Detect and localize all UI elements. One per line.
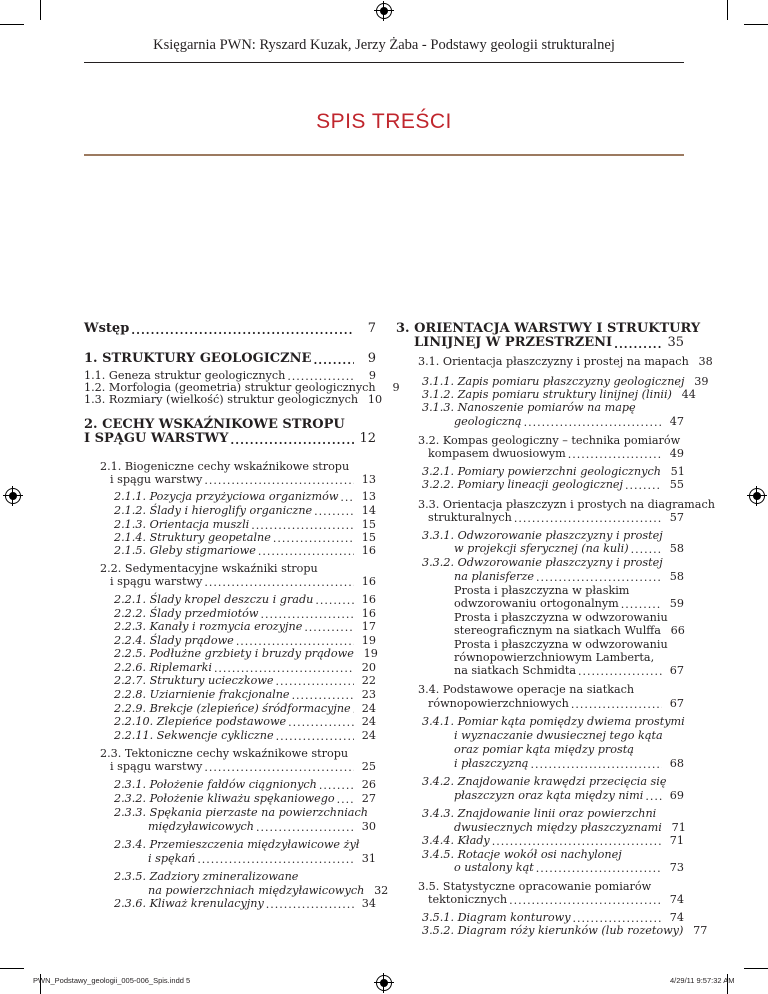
toc-entry-page: 67 (669, 697, 684, 710)
toc-entry-title: 3.5.1. Diagram konturowy (422, 911, 571, 924)
toc-entry-title: i płaszczyzną (454, 757, 529, 770)
toc-entry-title: LINIJNEJ W PRZESTRZENI (414, 335, 613, 350)
title-rule (84, 154, 684, 156)
toc-entry-title: stereograficznym na siatkach Wulffa (454, 624, 661, 637)
left-toc-entry (148, 820, 376, 833)
dot-leader (258, 546, 354, 557)
toc-entry-title: 2.2.8. Uziarnienie frakcjonalne (114, 688, 290, 701)
right-toc-entry (422, 834, 684, 847)
toc-entry-title: 2.3.6. Kliważ krenulacyjny (114, 897, 264, 910)
dot-leader (614, 339, 662, 350)
toc-entry-title: 2. CECHY WSKAŹNIKOWE STROPU (84, 417, 345, 432)
dot-leader (288, 717, 354, 728)
dot-leader (514, 513, 662, 524)
toc-entry-page: 34 (361, 897, 376, 910)
left-toc-entry (100, 562, 376, 575)
right-toc-entry (422, 715, 684, 728)
toc-entry-page: 69 (669, 789, 684, 802)
left-toc-entry (114, 647, 376, 660)
toc-entry-title: 3.4.3. Znajdowanie linii oraz powierzchni (422, 807, 657, 820)
right-toc-entry (418, 355, 713, 368)
toc-entry-title: 2.3.3. Spękania pierzaste na powierzchniach (114, 806, 368, 819)
toc-entry-page: 27 (361, 792, 376, 805)
toc-entry-page: 13 (361, 473, 376, 486)
dot-leader (645, 791, 662, 802)
right-toc-entry (454, 789, 684, 802)
left-toc-entry (84, 351, 376, 366)
toc-entry-title: 2.2.10. Zlepieńce podstawowe (114, 715, 287, 728)
toc-entry-page: 15 (361, 531, 376, 544)
toc-entry-title: płaszczyzn oraz kąta między nimi (454, 789, 644, 802)
dot-leader (214, 663, 354, 674)
toc-entry-title: 3.1.3. Nanoszenie pomiarów na mapę (422, 401, 636, 414)
left-toc-entry (114, 531, 376, 544)
dot-leader (204, 762, 354, 773)
toc-entry-title: Prosta i płaszczyzna w odwzorowaniu (454, 638, 668, 651)
toc-entry-title: 2.2.5. Podłużne grzbiety i bruzdy prądowe (114, 647, 354, 660)
dot-leader (131, 325, 354, 336)
left-toc-entry (114, 661, 376, 674)
toc-entry-title: 2.3.1. Położenie fałdów ciągnionych (114, 778, 317, 791)
toc-entry-title: 2.2.7. Struktury ucieczkowe (114, 674, 274, 687)
left-toc-entry (114, 607, 376, 620)
footer-filename: PWN_Podstawy_geologii_005-006_Spis.indd 5 (33, 976, 191, 985)
right-toc-entry (454, 638, 684, 651)
toc-entry-page: 32 (374, 884, 389, 897)
right-toc-entry (422, 556, 684, 569)
left-toc-entry (114, 792, 376, 805)
dot-leader (315, 595, 354, 606)
toc-entry-page: 67 (669, 664, 684, 677)
dot-leader (273, 533, 354, 544)
crop-mark (0, 24, 24, 25)
toc-entry-title: międzyławicowych (148, 820, 255, 833)
left-toc-entry (114, 674, 376, 687)
crop-mark (744, 24, 768, 25)
right-toc-entry (414, 335, 684, 350)
toc-entry-title: 3.1.1. Zapis pomiaru płaszczyzny geologicznej (422, 375, 685, 388)
toc-entry-title: 3.4.4. Kłady (422, 834, 490, 847)
toc-entry-title: 3.4. Podstawowe operacje na siatkach (418, 683, 635, 696)
toc-entry-title: 3.1. Orientacja płaszczyzny i prostej na mapach (418, 355, 689, 368)
toc-entry-page: 9 (392, 381, 400, 394)
left-toc-entry (114, 688, 376, 701)
toc-entry-page: 9 (368, 369, 376, 382)
toc-entry-page: 31 (361, 852, 376, 865)
toc-entry-page: 44 (681, 388, 696, 401)
left-toc-entry (114, 504, 376, 517)
toc-entry-page: 25 (361, 760, 376, 773)
dot-leader (353, 704, 354, 715)
right-toc-entry (422, 775, 684, 788)
left-toc-entry (110, 760, 376, 773)
right-toc-entry (454, 542, 684, 555)
toc-entry-page: 58 (669, 542, 684, 555)
toc-entry-title: 3. ORIENTACJA WARSTWY I STRUKTURY (396, 321, 701, 336)
dot-leader (568, 449, 662, 460)
toc-entry-title: 1.2. Morfologia (geometria) struktur geologicznych (84, 381, 376, 394)
right-toc-entry (422, 465, 684, 478)
registration-mark-icon (376, 3, 392, 19)
toc-entry-page: 12 (359, 431, 376, 446)
right-toc-entry (454, 624, 684, 637)
right-toc-entry (422, 478, 684, 491)
dot-leader (530, 759, 662, 770)
left-toc-entry (114, 870, 376, 883)
toc-entry-page: 74 (669, 893, 684, 906)
left-toc-entry (114, 620, 376, 633)
toc-entry-title: 2.3. Tektoniczne cechy wskaźnikowe stropu (100, 747, 349, 760)
dot-leader (276, 676, 354, 687)
toc-entry-title: odwzorowaniu ortogonalnym (454, 597, 619, 610)
left-toc-entry (100, 460, 376, 473)
toc-entry-title: i spągu warstwy (110, 760, 203, 773)
right-toc-entry (454, 611, 684, 624)
toc-entry-title: 2.3.4. Przemieszczenia międzyławicowe żył (114, 838, 360, 851)
toc-entry-title: 3.2. Kompas geologiczny – technika pomiarów (418, 434, 681, 447)
toc-entry-title: 2.1.3. Orientacja muszli (114, 518, 250, 531)
toc-entry-title: Prosta i płaszczyzna w odwzorowaniu (454, 611, 668, 624)
toc-entry-title: 2.2. Sedymentacyjne wskaźniki stropu (100, 562, 318, 575)
dot-leader (204, 577, 354, 588)
dot-leader (509, 895, 662, 906)
left-toc-entry (114, 838, 376, 851)
dot-leader (625, 480, 662, 491)
toc-entry-page: 22 (361, 674, 376, 687)
toc-entry-title: na planisferze (454, 570, 534, 583)
right-toc-entry (422, 401, 684, 414)
toc-entry-page: 59 (669, 597, 684, 610)
toc-entry-page: 19 (363, 647, 378, 660)
dot-leader (631, 544, 662, 555)
footer-date: 4/29/11 9:57:32 AM (670, 976, 735, 985)
left-toc-entry (114, 778, 376, 791)
toc-entry-page: 24 (361, 702, 376, 715)
toc-entry-page: 49 (669, 447, 684, 460)
toc-entry-page: 13 (361, 490, 376, 503)
toc-entry-title: i spągu warstwy (110, 473, 203, 486)
toc-entry-title: 1.1. Geneza struktur geologicznych (84, 369, 286, 382)
dot-leader (251, 520, 354, 531)
dot-leader (230, 435, 354, 446)
toc-entry-page: 26 (361, 778, 376, 791)
toc-entry-title: dwusiecznych między płaszczyznami (454, 821, 662, 834)
toc-entry-page: 71 (671, 821, 686, 834)
right-toc-entry (454, 821, 684, 834)
dot-leader (571, 699, 662, 710)
toc-entry-title: 3.2.2. Pomiary lineacji geologicznej (422, 478, 624, 491)
right-toc-entry (454, 415, 684, 428)
toc-entry-title: I SPĄGU WARSTWY (84, 431, 229, 446)
toc-entry-title: geologiczną (454, 415, 522, 428)
right-toc-entry (396, 321, 701, 336)
toc-entry-page: 35 (667, 335, 684, 350)
toc-entry-page: 68 (669, 757, 684, 770)
toc-entry-title: 3.4.1. Pomiar kąta pomiędzy dwiema prostymi (422, 715, 685, 728)
right-toc-entry (418, 434, 684, 447)
left-toc-entry (110, 473, 376, 486)
toc-entry-page: 17 (361, 620, 376, 633)
toc-entry-title: 2.2.2. Ślady przedmiotów (114, 607, 259, 620)
toc-entry-title: Prosta i płaszczyzna w płaskim (454, 584, 630, 597)
toc-entry-page: 57 (669, 511, 684, 524)
toc-entry-title: 3.4.5. Rotacje wokół osi nachylonej (422, 848, 622, 861)
toc-entry-page: 7 (367, 321, 376, 336)
dot-leader (304, 622, 354, 633)
toc-entry-title: strukturalnych (428, 511, 512, 524)
left-toc-entry (114, 702, 376, 715)
right-toc-entry (428, 447, 684, 460)
right-toc-entry (422, 848, 684, 861)
toc-entry-title: 2.1.5. Gleby stigmariowe (114, 544, 256, 557)
dot-leader (492, 836, 662, 847)
dot-leader (276, 731, 354, 742)
dot-leader (313, 355, 354, 366)
toc-entry-title: 2.2.4. Ślady prądowe (114, 634, 234, 647)
dot-leader (621, 599, 662, 610)
toc-entry-title: 2.1.2. Ślady i hieroglify organiczne (114, 504, 313, 517)
toc-entry-page: 16 (361, 607, 376, 620)
right-toc-entry (454, 743, 684, 756)
toc-entry-title: 3.5. Statystyczne opracowanie pomiarów (418, 880, 652, 893)
crop-mark (744, 968, 768, 969)
toc-entry-page: 24 (361, 715, 376, 728)
right-toc-entry (428, 893, 684, 906)
crop-mark (727, 0, 728, 20)
left-toc-entry (148, 884, 389, 897)
toc-entry-page: 51 (670, 465, 685, 478)
toc-entry-title: 3.3. Orientacja płaszczyzn i prostych na diagramach (418, 498, 715, 511)
toc-entry-title: kompasem dwuosiowym (428, 447, 566, 460)
left-toc-entry (84, 393, 383, 406)
registration-mark-icon (749, 488, 765, 504)
toc-entry-title: równopowierzchniowym Lamberta, (454, 651, 655, 664)
toc-entry-title: 2.1.1. Pozycja przyżyciowa organizmów (114, 490, 339, 503)
dot-leader (536, 572, 662, 583)
toc-entry-page: 73 (669, 861, 684, 874)
toc-entry-title: i spągu warstwy (110, 575, 203, 588)
toc-entry-page: 10 (367, 393, 383, 406)
right-toc-entry (454, 729, 684, 742)
toc-entry-page: 39 (694, 375, 709, 388)
right-toc-entry (454, 651, 684, 664)
registration-mark-icon (5, 488, 21, 504)
toc-entry-page: 24 (361, 729, 376, 742)
crop-mark (0, 968, 24, 969)
toc-entry-title: tektonicznych (428, 893, 508, 906)
toc-entry-title: oraz pomiar kąta między prostą (454, 743, 634, 756)
left-toc-entry (114, 634, 376, 647)
toc-entry-page: 16 (361, 593, 376, 606)
dot-leader (292, 690, 354, 701)
toc-entry-page: 15 (361, 518, 376, 531)
right-toc-entry (454, 861, 684, 874)
dot-leader (236, 636, 354, 647)
toc-entry-title: na siatkach Schmidta (454, 664, 577, 677)
right-toc-entry (422, 911, 684, 924)
dot-leader (256, 822, 354, 833)
dot-leader (573, 913, 662, 924)
registration-mark-icon (376, 975, 392, 991)
toc-entry-title: 2.3.5. Zadziory zmineralizowane (114, 870, 299, 883)
toc-entry-page: 16 (361, 544, 376, 557)
page-title: SPIS TREŚCI (316, 110, 452, 133)
toc-entry-title: 3.1.2. Zapis pomiaru struktury linijnej (linii) (422, 388, 672, 401)
toc-entry-page: 14 (361, 504, 376, 517)
toc-entry-title: 2.2.9. Brekcje (zlepieńce) śródformacyjne (114, 702, 351, 715)
toc-entry-page: 30 (361, 820, 376, 833)
right-toc-entry (454, 584, 684, 597)
toc-entry-title: 3.3.2. Odwzorowanie płaszczyzny i prostej (422, 556, 663, 569)
right-toc-entry (428, 697, 684, 710)
toc-entry-page: 23 (361, 688, 376, 701)
toc-entry-title: i wyznaczanie dwusiecznej tego kąta (454, 729, 663, 742)
toc-entry-title: 3.2.1. Pomiary powierzchni geologicznych (422, 465, 661, 478)
right-toc-entry (418, 683, 684, 696)
toc-entry-page: 74 (669, 911, 684, 924)
left-toc-entry (84, 321, 376, 336)
right-toc-entry (454, 664, 684, 677)
right-toc-entry (418, 880, 684, 893)
toc-entry-title: w projekcji sferycznej (na kuli) (454, 542, 629, 555)
toc-entry-page: 55 (669, 478, 684, 491)
dot-leader (578, 666, 662, 677)
toc-entry-page: 66 (670, 624, 685, 637)
toc-entry-page: 71 (669, 834, 684, 847)
crop-mark (40, 0, 41, 20)
toc-entry-title: równopowierzchniowych (428, 697, 569, 710)
running-header: Księgarnia PWN: Ryszard Kuzak, Jerzy Żaba - Podstawy geologii strukturalnej (153, 37, 615, 53)
right-toc-entry (454, 757, 684, 770)
dot-leader (319, 780, 354, 791)
toc-entry-title: 3.4.2. Znajdowanie krawędzi przecięcia się (422, 775, 667, 788)
toc-entry-title: i spękań (148, 852, 196, 865)
toc-entry-title: 1.3. Rozmiary (wielkość) struktur geologicznych (84, 393, 359, 406)
right-toc-entry (422, 924, 708, 937)
toc-entry-page: 58 (669, 570, 684, 583)
toc-entry-page: 9 (367, 351, 376, 366)
toc-entry-title: 2.3.2. Położenie kliważu spękaniowego (114, 792, 335, 805)
toc-entry-title: Wstęp (84, 321, 130, 336)
right-toc-entry (418, 498, 715, 511)
left-toc-entry (114, 593, 376, 606)
toc-entry-title: 2.1.4. Struktury geopetalne (114, 531, 271, 544)
dot-leader (340, 492, 354, 503)
toc-entry-title: 2.2.3. Kanały i rozmycia erozyjne (114, 620, 303, 633)
right-toc-entry (454, 597, 684, 610)
left-toc-entry (114, 729, 376, 742)
toc-entry-title: o ustalony kąt (454, 861, 534, 874)
left-toc-entry (100, 747, 376, 760)
dot-leader (337, 794, 354, 805)
right-toc-entry (454, 570, 684, 583)
right-toc-entry (422, 388, 696, 401)
toc-entry-title: na powierzchniach międzyławicowych (148, 884, 365, 897)
dot-leader (204, 475, 354, 486)
toc-entry-title: 3.5.2. Diagram róży kierunków (lub rozetowy) (422, 924, 684, 937)
left-toc-entry (114, 715, 376, 728)
toc-entry-page: 77 (693, 924, 708, 937)
dot-leader (524, 417, 662, 428)
dot-leader (266, 899, 354, 910)
left-toc-entry (84, 431, 376, 446)
right-toc-entry (422, 375, 709, 388)
toc-entry-title: 2.2.6. Riplemarki (114, 661, 212, 674)
left-toc-entry (114, 897, 376, 910)
left-toc-entry (148, 852, 376, 865)
dot-leader (314, 506, 354, 517)
toc-entry-page: 16 (361, 575, 376, 588)
header-rule (84, 62, 684, 63)
toc-entry-title: 2.2.1. Ślady kropel deszczu i gradu (114, 593, 314, 606)
toc-entry-title: 2.1. Biogeniczne cechy wskaźnikowe stropu (100, 460, 350, 473)
left-toc-entry (110, 575, 376, 588)
toc-entry-title: 1. STRUKTURY GEOLOGICZNE (84, 351, 312, 366)
dot-leader (536, 863, 662, 874)
dot-leader (197, 854, 354, 865)
toc-entry-page: 38 (698, 355, 713, 368)
left-toc-entry (114, 806, 376, 819)
toc-entry-page: 20 (361, 661, 376, 674)
right-toc-entry (422, 807, 684, 820)
right-toc-entry (422, 529, 684, 542)
left-toc-entry (114, 518, 376, 531)
left-toc-entry (114, 490, 376, 503)
toc-entry-page: 19 (361, 634, 376, 647)
toc-entry-title: 3.3.1. Odwzorowanie płaszczyzny i prostej (422, 529, 663, 542)
left-toc-entry (114, 544, 376, 557)
toc-entry-page: 47 (669, 415, 684, 428)
dot-leader (260, 609, 354, 620)
toc-entry-title: 2.2.11. Sekwencje cykliczne (114, 729, 274, 742)
left-toc-entry (84, 417, 376, 432)
right-toc-entry (428, 511, 684, 524)
